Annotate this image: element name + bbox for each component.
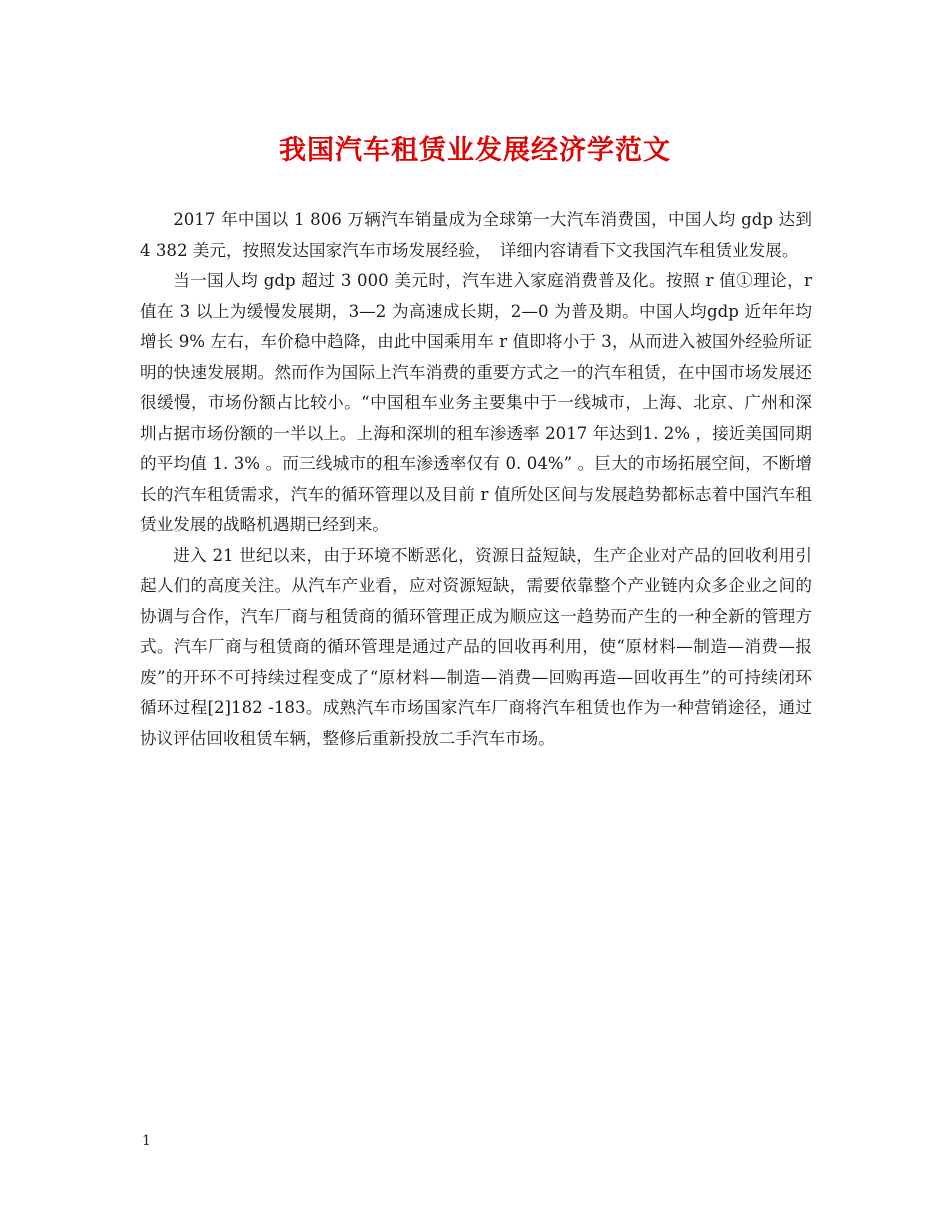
- document-body: [140, 205, 812, 754]
- paragraph: 当一国人均 gdp 超过 3 000 美元时，汽车进入家庭消费普及化。按照 r 值①理论，r 值在 3 以上为缓慢发展期，3—2 为高速成长期，2—0 为普及期。中国人均gdp 近年年均增长 9% 左右，车价稳中趋降，由此中国乘用车 r 值即将小于 3，从而进入被国外经验所证明的快速发展期。然而作为国际上汽车消费的重要方式之一的汽车租赁，在中国市场发展还很缓慢，市场份额占比较小。“中国租车业务主要集中于一线城市，上海、北京、广州和深圳占据市场份额的一半以上。上海和深圳的租车渗透率 2017 年达到1. 2% ，接近美国同期的平均值 1. 3% 。而三线城市的租车渗透率仅有 0. 04%” 。巨大的市场拓展空间，不断增长的汽车租赁需求，汽车的循环管理以及目前 r 值所处区间与发展趋势都标志着中国汽车租赁业发展的战略机遇期已经到来。: [140, 271, 812, 534]
- document-title: 我国汽车租赁业发展经济学范文: [279, 135, 671, 166]
- page-number: 1: [142, 1133, 151, 1149]
- paragraph: 进入 21 世纪以来，由于环境不断恶化，资源日益短缺，生产企业对产品的回收利用引起人们的高度关注。从汽车产业看，应对资源短缺，需要依靠整个产业链内众多企业之间的协调与合作，汽车厂商与租赁商的循环管理正成为顺应这一趋势而产生的一种全新的管理方式。汽车厂商与租赁商的循环管理是通过产品的回收再利用，使“原材料—制造—消费—报废”的开环不可持续过程变成了“原材料—制造—消费—回购再造—回收再生”的可持续闭环循环过程[2]182 -183。成熟汽车市场国家汽车厂商将汽车租赁也作为一种营销途径，通过协议评估回收租赁车辆，整修后重新投放二手汽车市场。: [140, 545, 812, 748]
- paragraph: 2017 年中国以 1 806 万辆汽车销量成为全球第一大汽车消费国，中国人均 gdp 达到 4 382 美元，按照发达国家汽车市场发展经验， 详细内容请看下文我国汽车租赁业发展。: [140, 210, 812, 260]
